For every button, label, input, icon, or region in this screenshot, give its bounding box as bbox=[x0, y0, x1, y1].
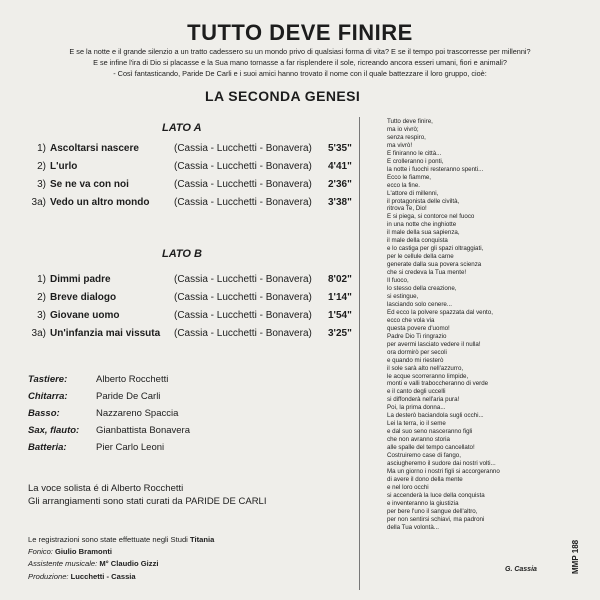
poem-line: ritrova Te, Dio! bbox=[387, 205, 427, 213]
poem-line: lo stesso della creazione, bbox=[387, 285, 457, 293]
poem-line: questa povere d'uomo! bbox=[387, 324, 450, 332]
track-number: 1) bbox=[37, 143, 46, 154]
poem-line: la notte i fuochi resteranno spenti... bbox=[387, 165, 484, 173]
fonico-line bbox=[28, 546, 214, 558]
poem-line: senza respiro, bbox=[387, 133, 426, 141]
album-title: TUTTO DEVE FINIRE bbox=[187, 20, 413, 45]
assistente-name: M° Claudio Gizzi bbox=[99, 559, 159, 569]
intro-text bbox=[0, 46, 600, 79]
track-row bbox=[28, 274, 368, 292]
poem-line: per non sentirsi schiavi, ma padroni bbox=[387, 515, 485, 523]
personnel-role: Basso: bbox=[28, 408, 60, 419]
poem-line: E si piega, si contorce nel fuoco bbox=[387, 213, 475, 221]
personnel-name: Gianbattista Bonavera bbox=[96, 425, 191, 436]
arrangement-notes bbox=[28, 482, 266, 508]
track-title: L'urlo bbox=[50, 161, 78, 172]
poem-line: si diffonderà nell'aria pura! bbox=[387, 396, 460, 404]
track-row bbox=[28, 179, 368, 197]
side-b-tracklist bbox=[28, 274, 368, 346]
poem-line: alle spalle del tempo cancellato! bbox=[387, 444, 475, 452]
poem-line: e lo castiga per gli spazi oltraggiati, bbox=[387, 245, 484, 253]
poem-line: ma io vivrò; bbox=[387, 125, 419, 133]
fonico-label: Fonico: bbox=[28, 547, 56, 557]
track-number: 3) bbox=[37, 179, 46, 190]
poem-line: in una notte che inghiotte bbox=[387, 221, 457, 229]
poem-line: e nel loro occhi bbox=[387, 483, 429, 491]
poem-line: Ma un giorno i nostri figli si accorgeranno bbox=[387, 467, 500, 475]
personnel-name: Alberto Rocchetti bbox=[96, 374, 169, 385]
track-duration: 8'02" bbox=[328, 274, 352, 285]
track-title: Un'infanzia mai vissuta bbox=[50, 328, 161, 339]
intro-line: - Così fantasticando, Paride De Carli e i suoi amici hanno trovato il nome con il quale battezzare il loro gruppo, cioè: bbox=[113, 69, 487, 78]
side-a-tracklist bbox=[28, 143, 368, 215]
poem-line: ecco la fine. bbox=[387, 181, 421, 189]
track-number: 2) bbox=[37, 161, 46, 172]
poem-line: il male della conquista bbox=[387, 237, 448, 245]
poem-line: lasciando solo cenere... bbox=[387, 300, 453, 308]
poem-line: Il fuoco, bbox=[387, 277, 409, 285]
poem-line: si accenderà la luce della conquista bbox=[387, 491, 485, 499]
track-duration: 1'54" bbox=[328, 310, 352, 321]
poem-line: e il canto degli uccelli bbox=[387, 388, 446, 396]
track-row bbox=[28, 310, 368, 328]
track-duration: 5'35" bbox=[328, 143, 352, 154]
personnel-row bbox=[28, 442, 348, 459]
personnel-role: Batteria: bbox=[28, 442, 67, 453]
poem-line: Tutto deve finire, bbox=[387, 118, 433, 125]
track-credits: (Cassia - Lucchetti - Bonavera) bbox=[174, 274, 312, 285]
poem-line: che si credeva la Tua mente! bbox=[387, 269, 467, 277]
personnel-row bbox=[28, 374, 348, 391]
track-title: Dimmi padre bbox=[50, 274, 111, 285]
track-credits: (Cassia - Lucchetti - Bonavera) bbox=[174, 310, 312, 321]
poem-line: il sole sarà alto nell'azzurro, bbox=[387, 364, 464, 372]
poem-line: asciugheremo il sudore dai nostri volti... bbox=[387, 459, 496, 467]
side-b-label: LATO B bbox=[162, 248, 202, 260]
poem-line: si estingue, bbox=[387, 292, 419, 300]
poem-line: il protagonista delle civiltà, bbox=[387, 197, 460, 205]
poem-line: E crolleranno i ponti, bbox=[387, 157, 444, 165]
produzione-line bbox=[28, 571, 214, 583]
poem-line: Costruiremo case di fango, bbox=[387, 452, 461, 460]
poem-line: E finiranno le città... bbox=[387, 149, 442, 157]
track-credits: (Cassia - Lucchetti - Bonavera) bbox=[174, 161, 312, 172]
personnel-role: Tastiere: bbox=[28, 374, 68, 385]
poem-line: e dal suo seno nasceranno figli bbox=[387, 428, 473, 436]
poem-line: generate dalla sua povera scienza bbox=[387, 261, 482, 269]
poem-line: ma vivrò! bbox=[387, 141, 413, 149]
poem-line: La desterò baciandola sugli occhi... bbox=[387, 412, 484, 420]
track-title: Se ne va con noi bbox=[50, 179, 129, 190]
track-number: 1) bbox=[37, 274, 46, 285]
track-row bbox=[28, 161, 368, 179]
personnel-row bbox=[28, 425, 348, 442]
poem-line: Lei la terra, io il seme bbox=[387, 420, 446, 428]
track-number: 3) bbox=[37, 310, 46, 321]
personnel-name: Nazzareno Spaccia bbox=[96, 408, 179, 419]
track-duration: 3'38" bbox=[328, 197, 352, 208]
poem-line: Poi, la prima donna... bbox=[387, 404, 446, 412]
track-credits: (Cassia - Lucchetti - Bonavera) bbox=[174, 328, 312, 339]
track-title: Breve dialogo bbox=[50, 292, 117, 303]
track-number: 3a) bbox=[31, 197, 46, 208]
poem-line: ora dormirò per secoli bbox=[387, 348, 447, 356]
poem-text bbox=[387, 118, 517, 532]
poem-line: Ecco le fiamme, bbox=[387, 173, 432, 181]
poem-line: per bere l'uno il sangue dell'altro, bbox=[387, 507, 478, 515]
poem-line: per le cellule della carne bbox=[387, 253, 454, 261]
assistente-line bbox=[28, 558, 214, 570]
assistente-label: Assistente musicale: bbox=[28, 559, 100, 569]
recording-line-text: Le registrazioni sono state effettuate negli Studi bbox=[28, 535, 190, 544]
track-credits: (Cassia - Lucchetti - Bonavera) bbox=[174, 179, 312, 190]
track-credits: (Cassia - Lucchetti - Bonavera) bbox=[174, 197, 312, 208]
poem-line: Ed ecco la polvere spazzata dal vento, bbox=[387, 308, 493, 316]
track-row bbox=[28, 328, 368, 346]
personnel-row bbox=[28, 408, 348, 425]
personnel-name: Pier Carlo Leoni bbox=[96, 442, 165, 453]
track-row bbox=[28, 143, 368, 161]
poem-line: e inventeranno la giustizia bbox=[387, 499, 459, 507]
poem-line: L'attore di millenni, bbox=[387, 189, 439, 197]
note-line: La voce solista é di Alberto Rocchetti bbox=[28, 483, 184, 494]
poem-line: che non avranno storia bbox=[387, 436, 450, 444]
produzione-label: Produzione: bbox=[28, 571, 71, 581]
fonico-name: Giulio Bramonti bbox=[55, 547, 112, 557]
personnel-row bbox=[28, 391, 348, 408]
track-number: 2) bbox=[37, 292, 46, 303]
track-duration: 4'41" bbox=[328, 161, 352, 172]
side-a-label: LATO A bbox=[162, 122, 202, 134]
studio-name: Titania bbox=[189, 535, 215, 544]
poem-line: di avere il dono della mente bbox=[387, 475, 463, 483]
recording-studio-line bbox=[28, 534, 214, 546]
track-number: 3a) bbox=[31, 328, 46, 339]
track-duration: 2'36" bbox=[328, 179, 352, 190]
track-duration: 3'25" bbox=[328, 328, 352, 339]
column-divider bbox=[359, 117, 360, 590]
produzione-name: Lucchetti - Cassia bbox=[70, 571, 136, 581]
track-credits: (Cassia - Lucchetti - Bonavera) bbox=[174, 292, 312, 303]
intro-line: E se la notte e il grande silenzio a un tratto cadessero su un mondo privo di qualsiasi forma di vita? E se il tempo poi trascorresse per millenni? bbox=[69, 47, 531, 56]
catalog-number: MMP 188 bbox=[571, 539, 580, 574]
track-title: Ascoltarsi nascere bbox=[50, 143, 139, 154]
track-credits: (Cassia - Lucchetti - Bonavera) bbox=[174, 143, 312, 154]
poem-line: le acque scorreranno limpide, bbox=[387, 372, 469, 380]
poem-line: e quando mi riesterò bbox=[387, 356, 444, 364]
poem-line: il male della sua sapienza, bbox=[387, 229, 460, 237]
note-line: Gli arrangiamenti sono stati curati da PARIDE DE CARLI bbox=[28, 496, 267, 507]
poem-line: Padre Dio Ti ringrazio bbox=[387, 332, 447, 340]
personnel-role: Chitarra: bbox=[28, 391, 68, 402]
recording-info bbox=[28, 534, 214, 583]
track-row bbox=[28, 292, 368, 310]
poem-line: per avermi lasciato vedere il nulla! bbox=[387, 340, 481, 348]
poem-line: ecco che vola via bbox=[387, 316, 435, 324]
track-title: Giovane uomo bbox=[50, 310, 120, 321]
group-name: LA SECONDA GENESI bbox=[205, 88, 361, 104]
personnel-list bbox=[28, 374, 348, 459]
poem-signature: G. Cassia bbox=[505, 566, 537, 573]
track-row bbox=[28, 197, 368, 215]
track-duration: 1'14" bbox=[328, 292, 352, 303]
poem-line: della Tua volontà... bbox=[387, 523, 439, 531]
track-title: Vedo un altro mondo bbox=[50, 197, 150, 208]
personnel-role: Sax, flauto: bbox=[28, 425, 80, 436]
personnel-name: Paride De Carli bbox=[96, 391, 161, 402]
poem-line: monti e valli traboccheranno di verde bbox=[387, 380, 489, 388]
intro-line: E se infine l'ira di Dio si placasse e la Sua mano tornasse a far risplendere il sole, ricreando ancora esseri umani, fiori e animali? bbox=[93, 58, 507, 67]
